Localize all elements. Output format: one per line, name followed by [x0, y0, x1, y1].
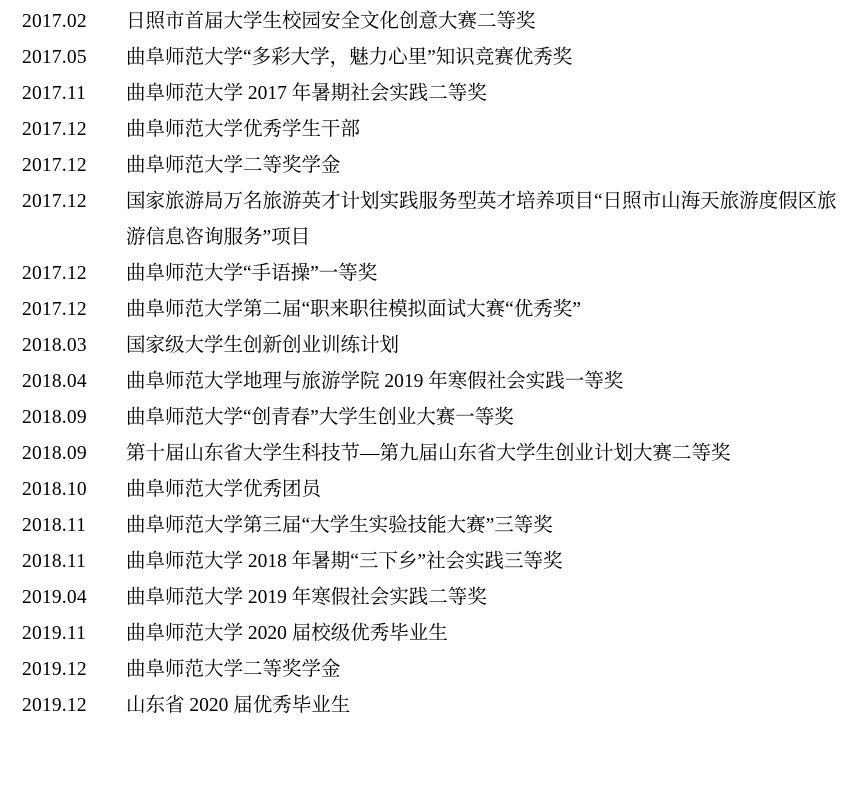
award-entry-date: 2017.11 — [22, 83, 87, 104]
award-entry-text: 曲阜师范大学 2018 年暑期“三下乡”社会实践三等奖 — [126, 551, 563, 572]
award-entry-date: 2019.12 — [22, 659, 87, 680]
award-entry — [22, 256, 848, 292]
award-entry-text: 曲阜师范大学二等奖学金 — [126, 659, 341, 680]
award-entry-date: 2018.11 — [22, 551, 87, 572]
award-entry — [22, 436, 848, 472]
award-entry-text: 曲阜师范大学二等奖学金 — [126, 155, 341, 176]
award-entry-text: 曲阜师范大学优秀学生干部 — [126, 119, 361, 140]
award-entry-text: 曲阜师范大学“手语操”一等奖 — [126, 263, 378, 284]
award-entry-text: 国家级大学生创新创业训练计划 — [126, 335, 400, 356]
award-entry-date: 2018.11 — [22, 515, 87, 536]
award-entry-text: 曲阜师范大学“多彩大学，魅力心里”知识竞赛优秀奖 — [126, 47, 573, 68]
award-entry-date: 2018.03 — [22, 335, 87, 356]
award-entry-date: 2017.02 — [22, 11, 87, 32]
award-entry-text: 曲阜师范大学 2017 年暑期社会实践二等奖 — [126, 83, 487, 104]
award-entry-date: 2018.04 — [22, 371, 87, 392]
award-entry-date: 2019.11 — [22, 623, 87, 644]
award-entry-date: 2017.12 — [22, 263, 87, 284]
award-entry-date: 2018.09 — [22, 443, 87, 464]
award-entry-text: 第十届山东省大学生科技节—第九届山东省大学生创业计划大赛二等奖 — [126, 443, 731, 464]
award-entry — [22, 652, 848, 688]
award-entry — [22, 148, 848, 184]
award-entry-text: 曲阜师范大学 2020 届校级优秀毕业生 — [126, 623, 448, 644]
award-entry-text: 曲阜师范大学第三届“大学生实验技能大赛”三等奖 — [126, 515, 553, 536]
award-entry-date: 2017.12 — [22, 155, 87, 176]
award-entry — [22, 400, 848, 436]
award-entry — [22, 112, 848, 148]
award-entry — [22, 688, 848, 724]
award-entry-date: 2017.12 — [22, 191, 87, 212]
award-entry — [22, 328, 848, 364]
award-entry-text: 曲阜师范大学地理与旅游学院 2019 年寒假社会实践一等奖 — [126, 371, 624, 392]
award-entry — [22, 508, 848, 544]
award-entry-text: 日照市首届大学生校园安全文化创意大赛二等奖 — [126, 11, 536, 32]
award-entry — [22, 580, 848, 616]
award-entry — [22, 292, 848, 328]
award-entry-date: 2018.09 — [22, 407, 87, 428]
award-entry-date: 2017.12 — [22, 119, 87, 140]
award-entry — [22, 364, 848, 400]
award-entry-text: 曲阜师范大学“创青春”大学生创业大赛一等奖 — [126, 407, 514, 428]
award-entry — [22, 76, 848, 112]
award-entry — [22, 184, 848, 256]
award-entry-text: 曲阜师范大学第二届“职来职往模拟面试大赛“优秀奖” — [126, 299, 581, 320]
award-entry-date: 2017.12 — [22, 299, 87, 320]
award-entry-text: 国家旅游局万名旅游英才计划实践服务型英才培养项目“日照市山海天旅游度假区旅游信息咨询服务”项目 — [126, 191, 837, 248]
award-entry-date: 2017.05 — [22, 47, 87, 68]
award-entry-text: 山东省 2020 届优秀毕业生 — [126, 695, 351, 716]
award-entry-text: 曲阜师范大学优秀团员 — [126, 479, 322, 500]
award-entry — [22, 616, 848, 652]
award-entry — [22, 472, 848, 508]
award-entry-date: 2018.10 — [22, 479, 87, 500]
award-entry-date: 2019.04 — [22, 587, 87, 608]
award-entry — [22, 4, 848, 40]
award-entry-text: 曲阜师范大学 2019 年寒假社会实践二等奖 — [126, 587, 487, 608]
award-entry — [22, 544, 848, 580]
award-entry-date: 2019.12 — [22, 695, 87, 716]
award-entry — [22, 40, 848, 76]
